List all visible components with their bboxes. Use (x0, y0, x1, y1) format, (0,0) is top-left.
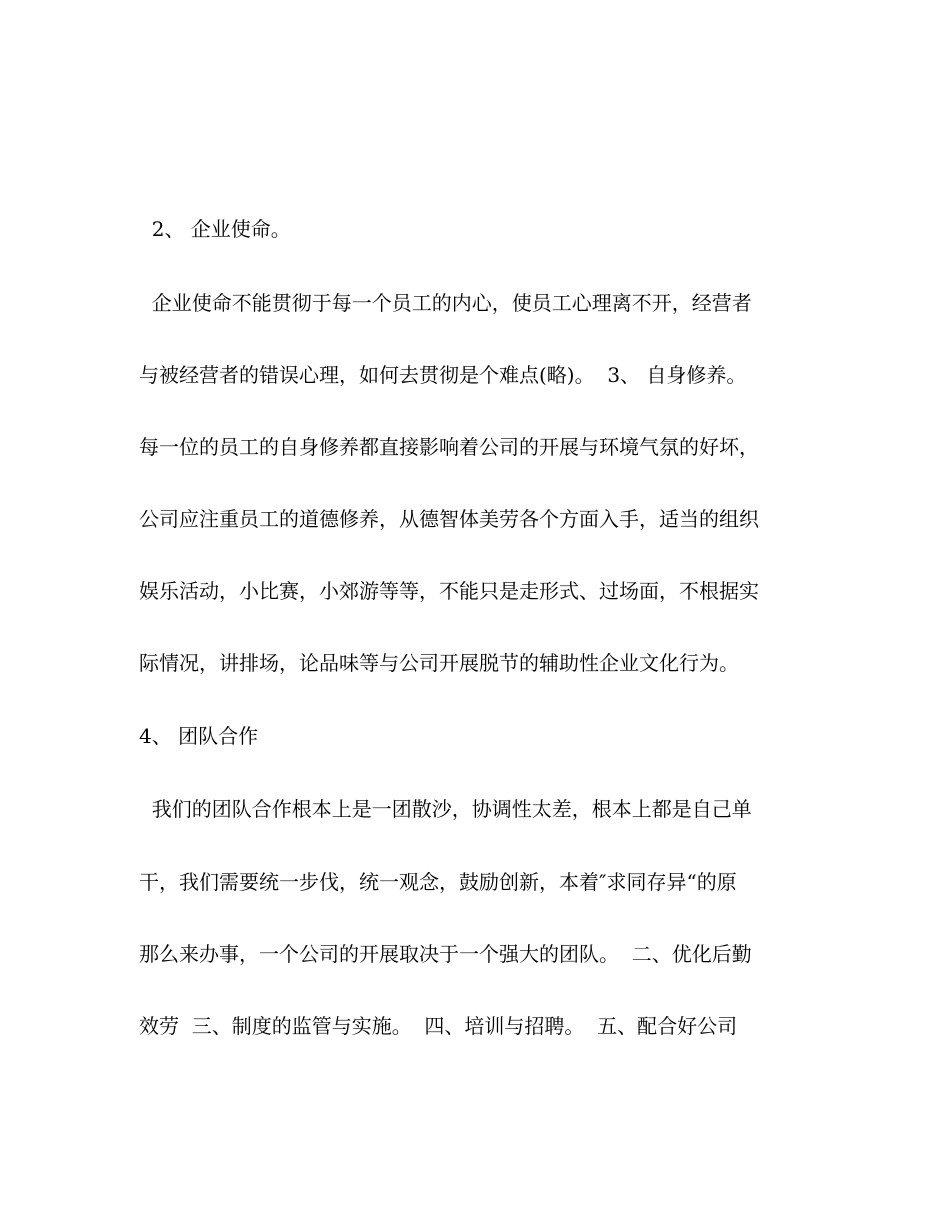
text-line: 企业使命不能贯彻于每一个员工的内心，使员工心理离不开，经营者 (139, 291, 752, 315)
text-line: 娱乐活动，小比赛，小郊游等等，不能只是走形式、过场面，不根据实 (139, 579, 759, 603)
text-line: 效劳 三、制度的监管与实施。 四、培训与招聘。 五、配合好公司 (139, 1014, 738, 1038)
section-heading: 4、 团队合作 (139, 724, 259, 748)
text-line: 际情况，讲排场，论品味等与公司开展脱节的辅助性企业文化行为。 (139, 651, 739, 675)
text-line: 我们的团队合作根本上是一团散沙，协调性太差，根本上都是自己单 (139, 797, 752, 821)
text-line: 那么来办事，一个公司的开展取决于一个强大的团队。 二、优化后勤 (139, 942, 752, 966)
text-line: 与被经营者的错误心理，如何去贯彻是个难点(略)。 3、 自身修养。 (139, 363, 747, 387)
text-line: 公司应注重员工的道德修养，从德智体美劳各个方面入手，适当的组织 (139, 507, 759, 531)
text-line: 干，我们需要统一步伐，统一观念，鼓励创新，本着″求同存异“的原 (139, 870, 737, 894)
text-line: 每一位的员工的自身修养都直接影响着公司的开展与环境气氛的好坏， (139, 435, 759, 459)
text-line: 2、 企业使命。 (139, 217, 291, 241)
